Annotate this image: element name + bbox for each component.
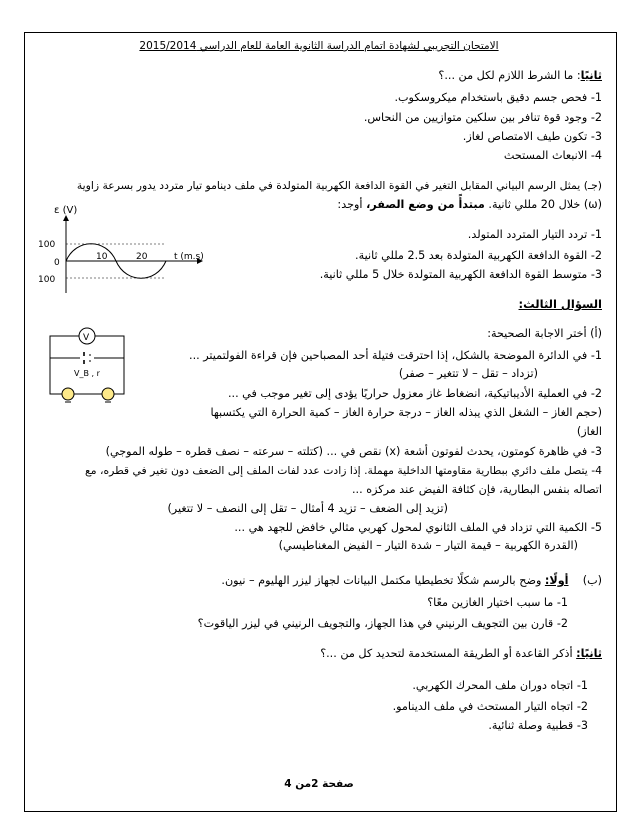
x-tick-label: 20 bbox=[136, 252, 148, 262]
emf-graph bbox=[30, 198, 220, 298]
x-axis-label: t (m.s) bbox=[174, 252, 204, 262]
battery-label: V_B , r bbox=[74, 369, 100, 378]
part-c-line2 bbox=[337, 197, 602, 212]
list-item: 1- ما سبب اختيار الغازين معًا؟ bbox=[427, 596, 568, 609]
question-line: 2- في العملية الأديباتيكية، انضغاط غاز معزول حراريًا يؤدى إلى تغير موجب في ... bbox=[227, 387, 602, 400]
part-b-first: أولًا: bbox=[544, 574, 569, 587]
list-item: 1- تردد التيار المتردد المتولد. bbox=[467, 228, 602, 241]
circuit-diagram bbox=[40, 322, 140, 412]
list-item: 1- فحص جسم دقيق باستخدام ميكروسكوب. bbox=[394, 91, 602, 104]
list-item: 3- تكون طيف الامتصاص لغاز. bbox=[462, 130, 602, 143]
list-item: 3- متوسط القوة الدافعة الكهربية المتولدة خلال 5 مللي ثانية. bbox=[319, 268, 602, 281]
part-b-prefix: (ب) bbox=[582, 574, 602, 587]
question-line: 3- في ظاهرة كومتون، يحدث لفوتون أشعة (x) نقص في ... (كتلته – سرعته – نصف قطره – طوله الموجي) bbox=[105, 445, 602, 458]
page-number: صفحة 2من 4 bbox=[284, 778, 354, 790]
part-two-question: : ما الشرط اللازم لكل من ...؟ bbox=[438, 69, 581, 82]
bulb-icon bbox=[102, 388, 114, 400]
part-a-intro: (أ) أختر الاجابة الصحيحة: bbox=[487, 327, 602, 340]
part-c-line2-pre: (ω) خلال 20 مللي ثانية. bbox=[488, 198, 602, 211]
part-b-text: وضح بالرسم شكلًا تخطيطيا مكتمل البيانات لجهاز ليزر الهليوم – نيون. bbox=[221, 574, 545, 587]
part-b2-heading: ثانيًا: bbox=[576, 647, 602, 660]
part-two-question-line bbox=[438, 68, 602, 83]
bulb-icon bbox=[62, 388, 74, 400]
page-header: الامتحان التجريبي لشهادة اتمام الدراسة الثانوية العامة للعام الدراسي 2015/2014 bbox=[139, 40, 499, 52]
question-line: اتصاله بنفس البطارية، فإن كثافة الفيض عند مركزه ... bbox=[351, 483, 602, 496]
part-c-line2-bold: مبتدأً من وضع الصفر، bbox=[366, 198, 485, 211]
voltmeter-label: V bbox=[83, 333, 90, 343]
options-line: (حجم الغاز – الشغل الذي يبذله الغاز – درجة حرارة الغاز – كمية الحرارة التي يكتسبها bbox=[210, 406, 602, 419]
y-tick-label: 0 bbox=[54, 258, 60, 268]
list-item: 3- قطبية وصلة ثنائية. bbox=[488, 719, 588, 732]
options-line: (تزيد إلى الضعف – تزيد 4 أمثال – تقل إلى النصف – لا تتغير) bbox=[167, 502, 448, 515]
list-item: 1- اتجاه دوران ملف المحرك الكهربي. bbox=[412, 679, 588, 692]
y-axis-label: ε (V) bbox=[54, 205, 78, 216]
part-b2-line bbox=[320, 646, 602, 661]
question-three-title: السؤال الثالث: bbox=[518, 297, 602, 311]
list-item: 2- القوة الدافعة الكهربية المتولدة بعد 2.5 مللي ثانية. bbox=[355, 249, 602, 262]
part-c-line1: (جـ) يمثل الرسم البياني المقابل التغير في القوة الدافعة الكهربية المتولدة في ملف دينامو تيار متردد يدور بسرعة زاوية bbox=[76, 179, 602, 192]
list-item: 2- قارن بين التجويف الرنيني في هذا الجهاز، والتجويف الرنيني في ليزر الياقوت؟ bbox=[197, 617, 568, 630]
y-tick-label: 100 bbox=[38, 240, 56, 250]
options-line: الغاز) bbox=[576, 425, 602, 438]
list-item: 2- اتجاه التيار المستحث في ملف الدينامو. bbox=[392, 700, 588, 713]
part-b2-question: أذكر القاعدة أو الطريقة المستخدمة لتحديد كل من ...؟ bbox=[320, 647, 577, 660]
list-item: 4- الانبعاث المستحث bbox=[503, 149, 602, 162]
y-tick-label: 100 bbox=[38, 275, 56, 285]
x-tick-label: 10 bbox=[96, 252, 108, 262]
question-line: 1- في الدائرة الموضحة بالشكل، إذا احترقت فتيلة أحد المصباحين فإن قراءة الفولتميتر ... bbox=[189, 349, 602, 362]
part-c-line2-post: أوجد: bbox=[337, 198, 363, 211]
part-two-heading: ثانيًا bbox=[580, 69, 602, 82]
options-line: (تزداد – تقل – لا تتغير – صفر) bbox=[398, 367, 538, 380]
part-b-line bbox=[221, 573, 602, 588]
list-item: 2- وجود قوة تنافر بين سلكين متوازيين من النحاس. bbox=[363, 111, 602, 124]
options-line: (القدرة الكهربية – قيمة التيار – شدة التيار – الفيض المغناطيسي) bbox=[278, 539, 578, 552]
question-line: 5- الكمية التي تزداد في الملف الثانوي لمحول كهربي مثالي خافض للجهد هي ... bbox=[234, 521, 602, 534]
circuit-wire bbox=[50, 336, 124, 394]
question-line: 4- يتصل ملف دائري ببطارية مقاومتها الداخلية مهملة. إذا زادت عدد لفات الملف إلى الضعف دون تغير في قطره، مع bbox=[85, 464, 602, 477]
